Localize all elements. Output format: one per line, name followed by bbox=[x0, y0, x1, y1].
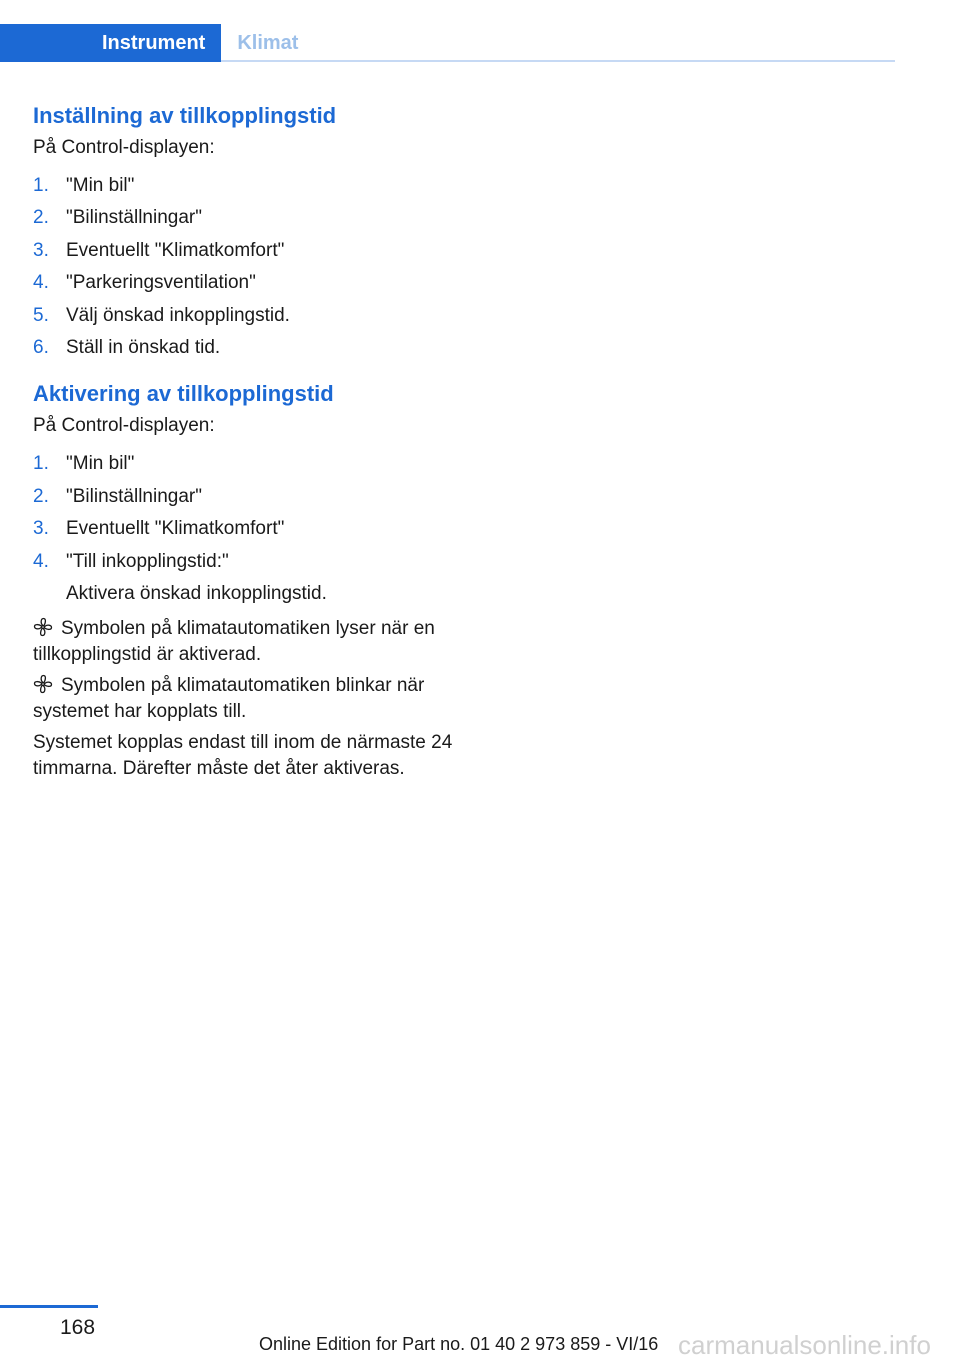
list-item bbox=[33, 481, 453, 513]
fan-icon bbox=[33, 617, 53, 637]
section-heading-activation: Aktivering av tillkopplingstid bbox=[33, 381, 334, 407]
tab-klimat[interactable]: Klimat bbox=[237, 32, 299, 54]
note-paragraph bbox=[33, 616, 453, 667]
steps-list-setting bbox=[33, 170, 453, 364]
step-number: 3. bbox=[33, 518, 49, 540]
step-number: 6. bbox=[33, 337, 49, 359]
step-number: 2. bbox=[33, 485, 49, 507]
step-text: "Parkeringsventilation" bbox=[66, 272, 256, 294]
step-text: "Min bil" bbox=[66, 175, 135, 196]
list-item bbox=[33, 546, 453, 611]
chapter-header bbox=[0, 24, 895, 62]
footer-rule bbox=[0, 1305, 98, 1308]
step-subtext: Aktivera önskad inkopplingstid. bbox=[66, 583, 327, 605]
list-item bbox=[33, 202, 453, 234]
edition-line: Online Edition for Part no. 01 40 2 973 859 - VI/16 bbox=[259, 1334, 659, 1354]
closing-paragraph: Systemet kopplas endast till inom de närmaste 24 timmarna. Därefter måste det åter aktiveras. bbox=[33, 732, 453, 779]
list-item bbox=[33, 300, 453, 332]
section-lead: På Control-displayen: bbox=[33, 137, 215, 158]
step-text: Eventuellt "Klimatkomfort" bbox=[66, 518, 285, 540]
fan-icon bbox=[33, 674, 53, 694]
step-number: 1. bbox=[33, 175, 49, 196]
step-text: "Till inkopplingstid:" bbox=[66, 550, 229, 572]
header-rule bbox=[0, 60, 895, 62]
list-item bbox=[33, 267, 453, 299]
list-item bbox=[33, 448, 453, 480]
step-text: Välj önskad inkopplingstid. bbox=[66, 304, 290, 326]
step-text: "Bilinställningar" bbox=[66, 485, 202, 507]
step-text: Eventuellt "Klimatkomfort" bbox=[66, 239, 285, 261]
section-lead: På Control-displayen: bbox=[33, 415, 215, 437]
list-item bbox=[33, 513, 453, 545]
step-text: Ställ in önskad tid. bbox=[66, 337, 221, 359]
watermark: carmanualsonline.info bbox=[678, 1330, 931, 1360]
note-text: Symbolen på klimatautomatiken lyser när en tillkopplingstid är aktiverad. bbox=[33, 618, 435, 665]
step-number: 2. bbox=[33, 207, 49, 229]
section-heading-setting: Inställning av tillkopplingstid bbox=[33, 103, 337, 128]
page-number: 168 bbox=[60, 1316, 96, 1339]
note-text: Symbolen på klimatautomatiken blinkar när systemet har kopplats till. bbox=[33, 675, 425, 722]
step-number: 1. bbox=[33, 453, 49, 475]
step-number: 4. bbox=[33, 272, 49, 294]
step-number: 5. bbox=[33, 304, 49, 326]
tab-instrument[interactable]: Instrument bbox=[86, 24, 221, 62]
note-paragraph bbox=[33, 673, 453, 724]
list-item bbox=[33, 170, 453, 202]
step-text: "Min bil" bbox=[66, 453, 135, 475]
steps-list-activation bbox=[33, 448, 453, 610]
step-text: "Bilinställningar" bbox=[66, 207, 202, 229]
tab-strip bbox=[0, 24, 314, 62]
page-content bbox=[33, 100, 453, 781]
header-accent-block bbox=[0, 24, 86, 62]
list-item bbox=[33, 235, 453, 267]
list-item bbox=[33, 332, 453, 364]
step-number: 4. bbox=[33, 550, 49, 572]
step-number: 3. bbox=[33, 239, 49, 261]
